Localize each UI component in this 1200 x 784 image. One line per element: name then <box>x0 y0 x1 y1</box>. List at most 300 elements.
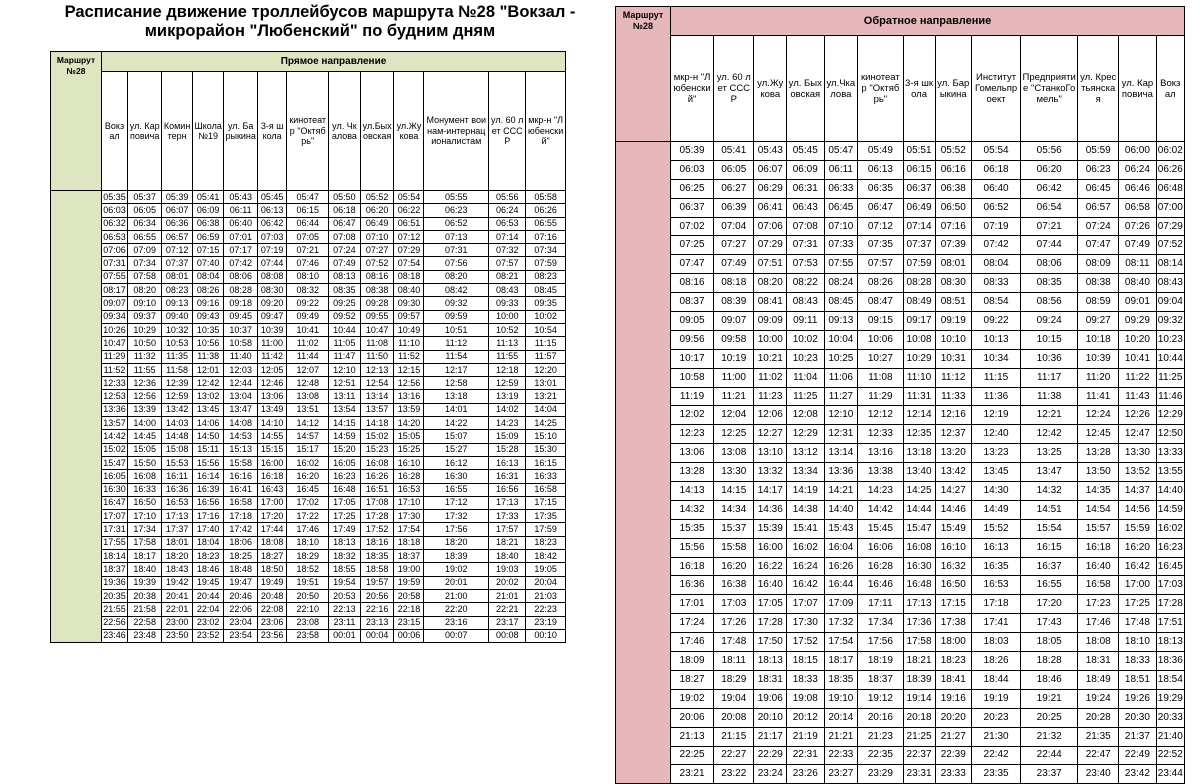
time-cell: 17:46 <box>671 633 714 652</box>
time-cell: 09:20 <box>257 297 286 310</box>
time-cell: 09:32 <box>424 297 489 310</box>
reverse-stop-header: ул. 60 лет СССР <box>714 36 754 142</box>
time-cell: 23:22 <box>714 765 754 784</box>
time-cell: 22:49 <box>1119 746 1156 765</box>
time-cell: 12:23 <box>671 425 714 444</box>
time-cell: 08:45 <box>526 284 566 297</box>
time-cell: 07:29 <box>1156 217 1184 236</box>
time-cell: 17:05 <box>329 496 361 509</box>
time-cell: 10:53 <box>162 337 192 350</box>
time-cell: 19:57 <box>360 576 394 589</box>
time-cell: 12:27 <box>754 425 787 444</box>
time-cell: 10:19 <box>714 349 754 368</box>
time-cell: 08:04 <box>192 270 224 283</box>
time-cell: 16:45 <box>287 483 329 496</box>
time-cell: 23:46 <box>102 629 128 642</box>
time-cell: 17:18 <box>971 595 1020 614</box>
time-cell: 19:29 <box>1156 689 1184 708</box>
time-cell: 07:35 <box>858 236 903 255</box>
time-cell: 21:27 <box>935 727 971 746</box>
table-row <box>51 496 566 509</box>
time-cell: 08:56 <box>1021 293 1078 312</box>
time-cell: 08:33 <box>971 274 1020 293</box>
time-cell: 17:36 <box>903 614 935 633</box>
time-cell: 20:06 <box>671 708 714 727</box>
time-cell: 07:16 <box>935 217 971 236</box>
time-cell: 08:13 <box>329 270 361 283</box>
time-cell: 17:23 <box>1078 595 1119 614</box>
reverse-stop-header: Институт Гомельпроект <box>971 36 1020 142</box>
time-cell: 11:32 <box>128 350 162 363</box>
time-cell: 17:28 <box>360 510 394 523</box>
time-cell: 16:56 <box>192 496 224 509</box>
time-cell: 15:08 <box>162 443 192 456</box>
time-cell: 07:04 <box>714 217 754 236</box>
time-cell: 14:50 <box>192 430 224 443</box>
time-cell: 07:54 <box>394 257 424 270</box>
time-cell: 07:51 <box>754 255 787 274</box>
time-cell: 08:06 <box>1021 255 1078 274</box>
time-cell: 07:12 <box>162 244 192 257</box>
time-cell: 22:04 <box>192 603 224 616</box>
time-cell: 08:54 <box>971 293 1020 312</box>
time-cell: 09:09 <box>754 312 787 331</box>
time-cell: 23:15 <box>394 616 424 629</box>
time-cell: 12:54 <box>360 377 394 390</box>
time-cell: 05:37 <box>128 191 162 204</box>
time-cell: 14:59 <box>329 430 361 443</box>
time-cell: 18:40 <box>489 550 526 563</box>
forward-stop-header: кинотеатр "Октябрь" <box>287 72 329 191</box>
time-cell: 00:04 <box>360 629 394 642</box>
time-cell: 18:41 <box>935 670 971 689</box>
time-cell: 05:54 <box>971 142 1020 161</box>
time-cell: 11:33 <box>935 387 971 406</box>
time-cell: 10:02 <box>526 310 566 323</box>
time-cell: 17:05 <box>754 595 787 614</box>
time-cell: 18:21 <box>489 536 526 549</box>
time-cell: 07:05 <box>287 230 329 243</box>
time-cell: 10:00 <box>489 310 526 323</box>
time-cell: 11:55 <box>489 350 526 363</box>
forward-direction-heading: Прямое направление <box>102 52 566 72</box>
time-cell: 09:45 <box>224 310 257 323</box>
time-cell: 21:21 <box>824 727 858 746</box>
time-cell: 12:19 <box>971 406 1020 425</box>
time-cell: 12:16 <box>935 406 971 425</box>
time-cell: 06:55 <box>526 217 566 230</box>
time-cell: 12:10 <box>329 363 361 376</box>
time-cell: 10:06 <box>858 330 903 349</box>
time-cell: 06:13 <box>858 160 903 179</box>
time-cell: 20:16 <box>858 708 903 727</box>
time-cell: 23:17 <box>489 616 526 629</box>
time-cell: 23:52 <box>192 629 224 642</box>
time-cell: 16:38 <box>714 576 754 595</box>
time-cell: 13:25 <box>1021 444 1078 463</box>
time-cell: 10:56 <box>192 337 224 350</box>
table-row <box>616 142 1185 161</box>
time-cell: 14:23 <box>858 482 903 501</box>
time-cell: 18:35 <box>360 550 394 563</box>
time-cell: 17:25 <box>1119 595 1156 614</box>
time-cell: 13:49 <box>257 403 286 416</box>
time-cell: 17:11 <box>858 595 903 614</box>
time-cell: 10:51 <box>424 323 489 336</box>
time-cell: 10:37 <box>224 323 257 336</box>
time-cell: 16:37 <box>1021 557 1078 576</box>
time-cell: 11:47 <box>329 350 361 363</box>
table-row <box>51 430 566 443</box>
time-cell: 17:58 <box>903 633 935 652</box>
table-row <box>616 652 1185 671</box>
time-cell: 22:13 <box>329 603 361 616</box>
time-cell: 20:12 <box>787 708 824 727</box>
time-cell: 16:23 <box>1156 538 1184 557</box>
time-cell: 22:21 <box>489 603 526 616</box>
time-cell: 06:07 <box>754 160 787 179</box>
time-cell: 18:23 <box>192 550 224 563</box>
time-cell: 07:10 <box>360 230 394 243</box>
time-cell: 06:16 <box>935 160 971 179</box>
time-cell: 21:55 <box>102 603 128 616</box>
time-cell: 17:18 <box>224 510 257 523</box>
route-label-reverse: Маршрут №28 <box>616 7 671 142</box>
time-cell: 12:44 <box>224 377 257 390</box>
time-cell: 15:10 <box>526 430 566 443</box>
time-cell: 16:22 <box>754 557 787 576</box>
time-cell: 10:54 <box>526 323 566 336</box>
time-cell: 06:26 <box>1156 160 1184 179</box>
time-cell: 07:09 <box>128 244 162 257</box>
time-cell: 14:35 <box>1078 482 1119 501</box>
time-cell: 16:24 <box>787 557 824 576</box>
time-cell: 18:35 <box>824 670 858 689</box>
time-cell: 16:48 <box>903 576 935 595</box>
time-cell: 21:17 <box>754 727 787 746</box>
time-cell: 14:25 <box>526 417 566 430</box>
time-cell: 07:24 <box>1078 217 1119 236</box>
table-row <box>51 523 566 536</box>
time-cell: 09:34 <box>102 310 128 323</box>
time-cell: 11:38 <box>192 350 224 363</box>
time-cell: 18:55 <box>329 563 361 576</box>
time-cell: 20:50 <box>287 589 329 602</box>
time-cell: 13:40 <box>903 463 935 482</box>
time-cell: 19:02 <box>671 689 714 708</box>
table-row <box>51 217 566 230</box>
time-cell: 07:49 <box>714 255 754 274</box>
time-cell: 12:59 <box>489 377 526 390</box>
route-label-column-filler <box>616 142 671 784</box>
time-cell: 15:07 <box>424 430 489 443</box>
reverse-stop-header: ул. Быховская <box>787 36 824 142</box>
time-cell: 08:16 <box>360 270 394 283</box>
time-cell: 14:17 <box>754 482 787 501</box>
table-row <box>51 603 566 616</box>
time-cell: 20:25 <box>1021 708 1078 727</box>
time-cell: 14:44 <box>903 500 935 519</box>
forward-timetable <box>50 51 566 643</box>
time-cell: 14:45 <box>128 430 162 443</box>
time-cell: 17:55 <box>102 536 128 549</box>
time-cell: 14:40 <box>824 500 858 519</box>
time-cell: 19:02 <box>424 563 489 576</box>
reverse-stop-header: 3-я школа <box>903 36 935 142</box>
time-cell: 12:14 <box>903 406 935 425</box>
time-cell: 16:28 <box>858 557 903 576</box>
table-row <box>51 270 566 283</box>
time-cell: 16:15 <box>1021 538 1078 557</box>
time-cell: 09:35 <box>526 297 566 310</box>
reverse-direction-heading: Обратное направление <box>671 7 1185 36</box>
table-row <box>616 727 1185 746</box>
time-cell: 11:02 <box>754 368 787 387</box>
time-cell: 11:58 <box>162 363 192 376</box>
time-cell: 06:38 <box>935 179 971 198</box>
time-cell: 13:47 <box>1021 463 1078 482</box>
time-cell: 17:50 <box>754 633 787 652</box>
time-cell: 13:45 <box>192 403 224 416</box>
time-cell: 00:06 <box>394 629 424 642</box>
time-cell: 13:30 <box>1119 444 1156 463</box>
time-cell: 05:52 <box>360 191 394 204</box>
time-cell: 18:50 <box>257 563 286 576</box>
time-cell: 07:27 <box>714 236 754 255</box>
time-cell: 13:10 <box>754 444 787 463</box>
time-cell: 13:14 <box>360 390 394 403</box>
time-cell: 08:35 <box>1021 274 1078 293</box>
time-cell: 07:37 <box>162 257 192 270</box>
time-cell: 23:13 <box>360 616 394 629</box>
time-cell: 10:58 <box>671 368 714 387</box>
table-row <box>51 390 566 403</box>
time-cell: 14:51 <box>1021 500 1078 519</box>
page-title-line-1: Расписание движение троллейбусов маршрута №28 "Вокзал - <box>64 3 576 21</box>
time-cell: 18:17 <box>128 550 162 563</box>
time-cell: 18:37 <box>858 670 903 689</box>
time-cell: 19:26 <box>1119 689 1156 708</box>
time-cell: 14:23 <box>489 417 526 430</box>
time-cell: 07:13 <box>424 230 489 243</box>
time-cell: 07:27 <box>360 244 394 257</box>
time-cell: 06:36 <box>162 217 192 230</box>
time-cell: 11:35 <box>162 350 192 363</box>
time-cell: 22:56 <box>102 616 128 629</box>
time-cell: 23:33 <box>935 765 971 784</box>
time-cell: 21:35 <box>1078 727 1119 746</box>
time-cell: 14:30 <box>971 482 1020 501</box>
forward-stop-header: Коминтерн <box>162 72 192 191</box>
time-cell: 18:49 <box>1078 670 1119 689</box>
time-cell: 06:23 <box>424 204 489 217</box>
time-cell: 18:33 <box>787 670 824 689</box>
time-cell: 17:46 <box>287 523 329 536</box>
time-cell: 23:02 <box>192 616 224 629</box>
time-cell: 07:15 <box>192 244 224 257</box>
time-cell: 22:06 <box>224 603 257 616</box>
time-cell: 09:47 <box>257 310 286 323</box>
time-cell: 16:30 <box>424 470 489 483</box>
time-cell: 13:04 <box>224 390 257 403</box>
time-cell: 12:29 <box>1156 406 1184 425</box>
time-cell: 17:09 <box>824 595 858 614</box>
time-cell: 17:31 <box>102 523 128 536</box>
time-cell: 12:42 <box>1021 425 1078 444</box>
time-cell: 20:53 <box>329 589 361 602</box>
time-cell: 09:57 <box>394 310 424 323</box>
time-cell: 05:45 <box>257 191 286 204</box>
time-cell: 14:03 <box>162 417 192 430</box>
time-cell: 18:04 <box>192 536 224 549</box>
time-cell: 19:47 <box>224 576 257 589</box>
time-cell: 08:04 <box>971 255 1020 274</box>
route-label-column-filler <box>51 191 102 643</box>
time-cell: 08:35 <box>329 284 361 297</box>
time-cell: 22:20 <box>424 603 489 616</box>
table-row <box>51 363 566 376</box>
time-cell: 14:32 <box>1021 482 1078 501</box>
time-cell: 08:20 <box>754 274 787 293</box>
time-cell: 07:52 <box>1156 236 1184 255</box>
time-cell: 15:30 <box>526 443 566 456</box>
time-cell: 22:35 <box>858 746 903 765</box>
time-cell: 17:01 <box>671 595 714 614</box>
time-cell: 06:24 <box>1119 160 1156 179</box>
time-cell: 20:18 <box>903 708 935 727</box>
time-cell: 12:48 <box>287 377 329 390</box>
time-cell: 12:25 <box>714 425 754 444</box>
time-cell: 16:53 <box>394 483 424 496</box>
time-cell: 13:50 <box>1078 463 1119 482</box>
time-cell: 11:15 <box>971 368 1020 387</box>
time-cell: 16:04 <box>824 538 858 557</box>
time-cell: 12:31 <box>824 425 858 444</box>
time-cell: 14:32 <box>671 500 714 519</box>
table-row <box>616 444 1185 463</box>
time-cell: 05:56 <box>1021 142 1078 161</box>
time-cell: 10:15 <box>1021 330 1078 349</box>
time-cell: 09:29 <box>1119 312 1156 331</box>
time-cell: 19:14 <box>903 689 935 708</box>
time-cell: 11:06 <box>824 368 858 387</box>
time-cell: 16:00 <box>257 456 286 469</box>
table-row <box>616 349 1185 368</box>
time-cell: 06:51 <box>394 217 424 230</box>
time-cell: 11:25 <box>1156 368 1184 387</box>
time-cell: 05:41 <box>714 142 754 161</box>
time-cell: 23:58 <box>287 629 329 642</box>
time-cell: 06:20 <box>1021 160 1078 179</box>
time-cell: 13:06 <box>671 444 714 463</box>
table-row <box>51 550 566 563</box>
time-cell: 10:44 <box>1156 349 1184 368</box>
time-cell: 09:07 <box>102 297 128 310</box>
time-cell: 16:31 <box>489 470 526 483</box>
reverse-stop-header: кинотеатр "Октябрь" <box>858 36 903 142</box>
time-cell: 18:13 <box>754 652 787 671</box>
time-cell: 18:37 <box>394 550 424 563</box>
time-cell: 07:37 <box>903 236 935 255</box>
time-cell: 08:40 <box>394 284 424 297</box>
time-cell: 18:23 <box>935 652 971 671</box>
time-cell: 21:25 <box>903 727 935 746</box>
forward-stop-header: 3-я школа <box>257 72 286 191</box>
time-cell: 18:17 <box>824 652 858 671</box>
time-cell: 14:18 <box>360 417 394 430</box>
time-cell: 08:10 <box>287 270 329 283</box>
time-cell: 17:25 <box>329 510 361 523</box>
time-cell: 14:06 <box>192 417 224 430</box>
time-cell: 06:34 <box>128 217 162 230</box>
time-cell: 16:23 <box>329 470 361 483</box>
time-cell: 07:19 <box>971 217 1020 236</box>
table-row <box>51 350 566 363</box>
time-cell: 22:44 <box>1021 746 1078 765</box>
table-row <box>51 403 566 416</box>
time-cell: 13:08 <box>714 444 754 463</box>
time-cell: 10:49 <box>394 323 424 336</box>
time-cell: 06:29 <box>754 179 787 198</box>
time-cell: 18:31 <box>1078 652 1119 671</box>
time-cell: 18:25 <box>224 550 257 563</box>
time-cell: 16:16 <box>224 470 257 483</box>
forward-stop-header: ул. Чкалова <box>329 72 361 191</box>
time-cell: 21:03 <box>526 589 566 602</box>
time-cell: 13:51 <box>287 403 329 416</box>
time-cell: 21:15 <box>714 727 754 746</box>
time-cell: 16:58 <box>526 483 566 496</box>
time-cell: 16:28 <box>394 470 424 483</box>
time-cell: 15:13 <box>224 443 257 456</box>
time-cell: 18:32 <box>329 550 361 563</box>
forward-stop-header: ул.Жукова <box>394 72 424 191</box>
time-cell: 16:32 <box>935 557 971 576</box>
time-cell: 09:19 <box>935 312 971 331</box>
table-row <box>616 406 1185 425</box>
forward-stop-header: ул.Быховская <box>360 72 394 191</box>
time-cell: 20:04 <box>526 576 566 589</box>
time-cell: 07:56 <box>424 257 489 270</box>
time-cell: 16:58 <box>1078 576 1119 595</box>
time-cell: 09:01 <box>1119 293 1156 312</box>
time-cell: 18:01 <box>162 536 192 549</box>
time-cell: 20:35 <box>102 589 128 602</box>
time-cell: 17:48 <box>1119 614 1156 633</box>
time-cell: 06:42 <box>1021 179 1078 198</box>
time-cell: 11:43 <box>1119 387 1156 406</box>
table-row <box>616 425 1185 444</box>
time-cell: 11:44 <box>287 350 329 363</box>
time-cell: 17:20 <box>1021 595 1078 614</box>
time-cell: 16:48 <box>329 483 361 496</box>
time-cell: 20:38 <box>128 589 162 602</box>
time-cell: 14:53 <box>224 430 257 443</box>
time-cell: 18:16 <box>360 536 394 549</box>
time-cell: 17:44 <box>257 523 286 536</box>
time-cell: 06:15 <box>287 204 329 217</box>
time-cell: 08:11 <box>1119 255 1156 274</box>
time-cell: 06:03 <box>102 204 128 217</box>
time-cell: 06:00 <box>1119 142 1156 161</box>
time-cell: 07:12 <box>858 217 903 236</box>
time-cell: 06:15 <box>903 160 935 179</box>
time-cell: 13:42 <box>935 463 971 482</box>
route-label-forward: Маршрут №28 <box>51 52 102 191</box>
time-cell: 14:04 <box>526 403 566 416</box>
time-cell: 13:38 <box>858 463 903 482</box>
time-cell: 17:12 <box>424 496 489 509</box>
